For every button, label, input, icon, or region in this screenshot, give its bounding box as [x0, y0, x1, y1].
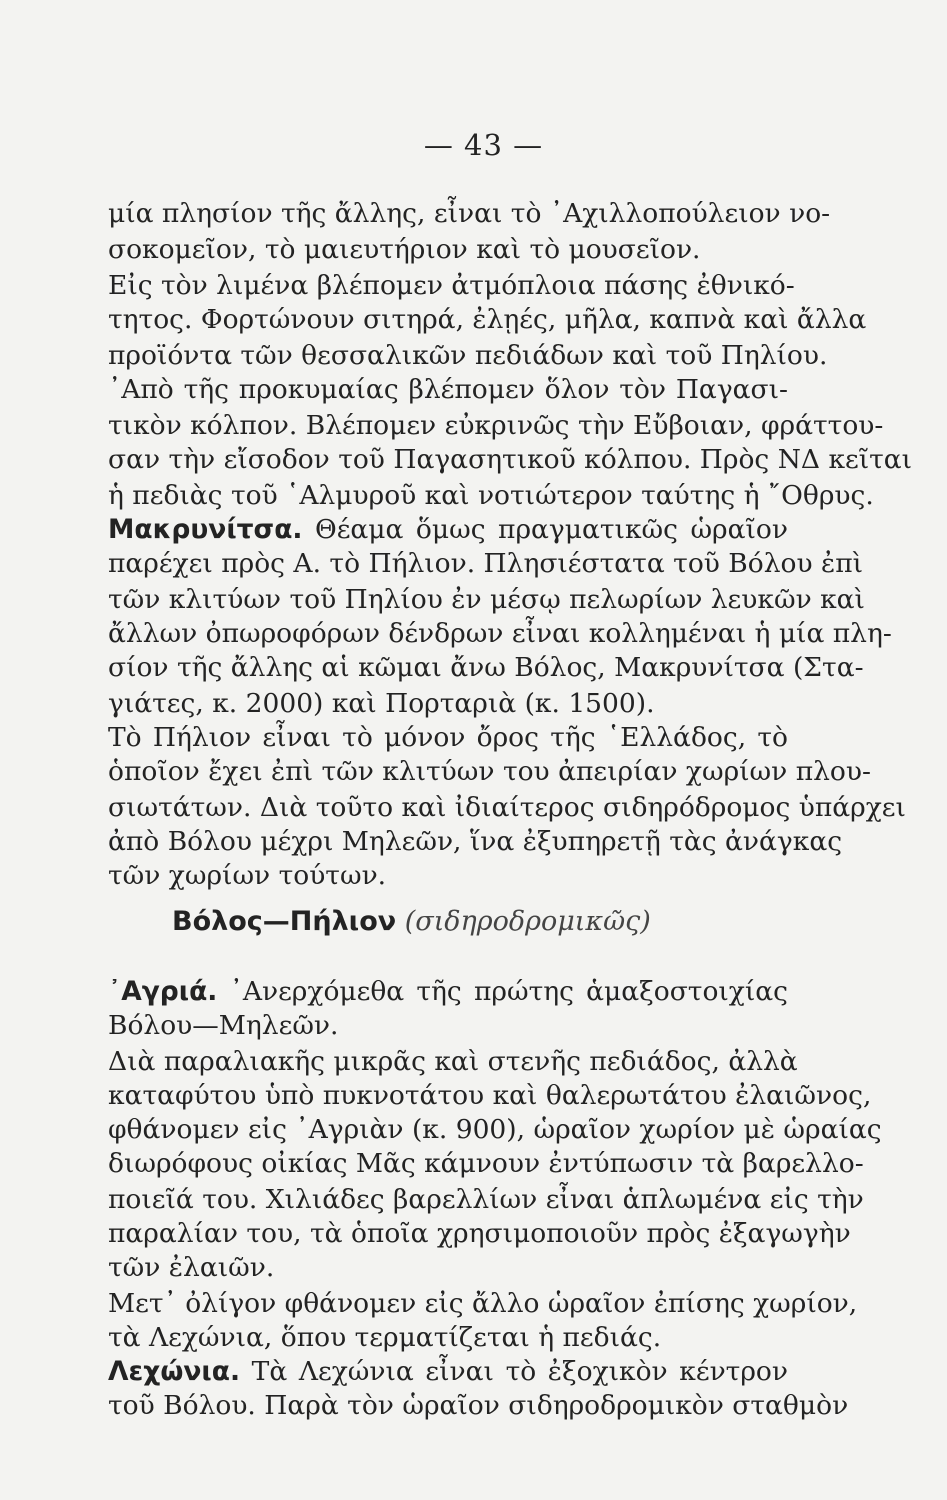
text-line: Διὰ παραλιακῆς μικρᾶς καὶ στενῆς πεδιάδος, ἀλλὰ: [108, 1046, 798, 1077]
term-agria: ᾿Αγριά.: [108, 976, 218, 1007]
text-line: ἡ πεδιὰς τοῦ ῾Αλμυροῦ καὶ νοτιώτερον ταύτης ἡ ῎Οθρυς.: [108, 480, 874, 511]
text-line: τικὸν κόλπον. Βλέπομεν εὐκρινῶς τὴν Εὔβοιαν, φράττου-: [108, 410, 884, 441]
text-line: Τὸ Πήλιον εἶναι τὸ μόνον ὄρος τῆς ῾Ελλάδος, τὸ: [108, 722, 788, 753]
text-line: προϊόντα τῶν θεσσαλικῶν πεδιάδων καὶ τοῦ Πηλίου.: [108, 340, 828, 371]
text-line: ποιεῖά του. Χιλιάδες βαρελλίων εἶναι ἁπλωμένα εἰς τὴν: [108, 1184, 864, 1215]
text-line-content: ᾿Ανερχόμεθα τῆς πρώτης ἁμαξοστοιχίας: [217, 976, 788, 1007]
term-makrynitsa: Μακρυνίτσα.: [108, 514, 303, 545]
text-line: γιάτες, κ. 2000) καὶ Πορταριὰ (κ. 1500).: [108, 688, 655, 719]
text-line: ὁποῖον ἔχει ἐπὶ τῶν κλιτύων του ἀπειρίαν χωρίων πλου-: [108, 756, 871, 787]
text-line: Βόλου—Μηλεῶν.: [108, 1010, 339, 1041]
text-line: τῶν χωρίων τούτων.: [108, 860, 387, 891]
text-line: μία πλησίον τῆς ἄλλης, εἶναι τὸ ᾿Αχιλλοπούλειον νο-: [108, 198, 831, 229]
text-line: παραλίαν του, τὰ ὁποῖα χρησιμοποιοῦν πρὸς ἐξαγωγὴν: [108, 1218, 851, 1249]
section-heading-title: Βόλος—Πήλιον: [172, 906, 397, 937]
text-line: ἄλλων ὀπωροφόρων δένδρων εἶναι κολλημέναι ἡ μία πλη-: [108, 618, 892, 649]
text-line: Μετ᾿ ὀλίγον φθάνομεν εἰς ἄλλο ὡραῖον ἐπίσης χωρίον,: [108, 1288, 858, 1319]
section-heading: [172, 902, 651, 942]
text-line-content: Θέαμα ὅμως πραγματικῶς ὡραῖον: [302, 514, 788, 545]
text-line: σοκομεῖον, τὸ μαιευτήριον καὶ τὸ μουσεῖον.: [108, 234, 701, 265]
text-line: παρέχει πρὸς Α. τὸ Πήλιον. Πλησιέστατα τοῦ Βόλου ἐπὶ: [108, 548, 864, 579]
text-line: σιωτάτων. Διὰ τοῦτο καὶ ἰδιαίτερος σιδηρόδρομος ὑπάρχει: [108, 792, 906, 823]
text-line-content: Εἰς τὸν λιμένα βλέπομεν ἀτμόπλοια πάσης ἐθνικό-: [108, 270, 795, 301]
text-line: τῶν κλιτύων τοῦ Πηλίου ἐν μέσῳ πελωρίων λευκῶν καὶ: [108, 584, 865, 615]
text-line: τῶν ἐλαιῶν.: [108, 1252, 275, 1283]
text-line: ἀπὸ Βόλου μέχρι Μηλεῶν, ἵνα ἐξυπηρετῇ τὰς ἀνάγκας: [108, 826, 843, 857]
section-heading-subtitle: (σιδηροδρομικῶς): [404, 906, 651, 937]
text-line-content: Τὰ Λεχώνια εἶναι τὸ ἐξοχικὸν κέντρον: [240, 1356, 788, 1387]
text-line: τητος. Φορτώνουν σιτηρά, ἐλῃές, μῆλα, καπνὰ καὶ ἄλλα: [108, 304, 867, 335]
text-line: τοῦ Βόλου. Παρὰ τὸν ὡραῖον σιδηροδρομικὸν σταθμὸν: [108, 1390, 849, 1421]
term-lechonia: Λεχώνια.: [108, 1356, 241, 1387]
text-line: καταφύτου ὑπὸ πυκνοτάτου καὶ θαλερωτάτου ἐλαιῶνος,: [108, 1080, 872, 1111]
text-line: σαν τὴν εἴσοδον τοῦ Παγασητικοῦ κόλπου. Πρὸς ΝΔ κεῖται: [108, 444, 913, 475]
text-line: διωρόφους οἰκίας Μᾶς κάμνουν ἐντύπωσιν τὰ βαρελλο-: [108, 1148, 864, 1179]
text-line: ᾿Απὸ τῆς προκυμαίας βλέπομεν ὅλον τὸν Παγασι-: [108, 374, 788, 405]
page-number: — 43 —: [423, 128, 544, 162]
text-line: σίον τῆς ἄλλης αἱ κῶμαι ἄνω Βόλος, Μακρυνίτσα (Στα-: [108, 652, 864, 683]
text-line: τὰ Λεχώνια, ὅπου τερματίζεται ἡ πεδιάς.: [108, 1322, 662, 1353]
text-line: φθάνομεν εἰς ᾿Αγριὰν (κ. 900), ὡραῖον χωρίον μὲ ὡραίας: [108, 1114, 882, 1145]
